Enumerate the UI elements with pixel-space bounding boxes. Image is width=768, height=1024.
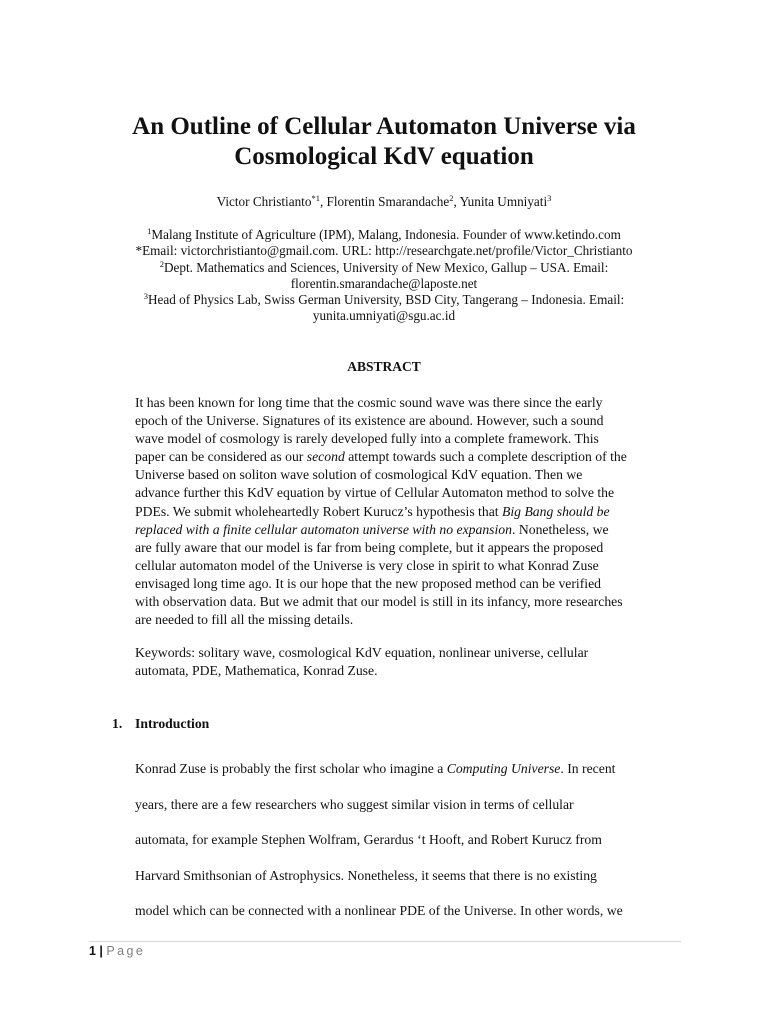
author-mark: *1 — [311, 193, 320, 203]
affiliation-line — [40, 260, 728, 276]
keywords — [135, 644, 588, 680]
author-name: Victor Christianto — [216, 194, 312, 209]
abstract-line: are fully aware that our model is far from being complete, but it appears the proposed — [135, 539, 604, 555]
body-line: model which can be connected with a nonlinear PDE of the Universe. In other words, we — [135, 903, 623, 918]
body-emphasis: Computing Universe — [446, 761, 561, 776]
body-line: Harvard Smithsonian of Astrophysics. Nonetheless, it seems that there is no existing — [135, 867, 597, 883]
paper-title — [60, 112, 708, 172]
abstract-text: paper can be considered as our — [135, 449, 307, 465]
affiliation-mark: 1 — [147, 226, 152, 236]
affiliation-text: Dept. Mathematics and Sciences, University of New Mexico, Gallup – USA. Email: — [164, 259, 609, 275]
section-heading-introduction — [112, 715, 209, 732]
abstract-line — [135, 521, 627, 539]
abstract-body — [135, 394, 627, 629]
page-number: 1 — [89, 944, 96, 958]
section-title: Introduction — [135, 716, 210, 731]
abstract-line: It has been known for long time that the cosmic sound wave was there since the early — [135, 395, 603, 410]
abstract-line: envisaged long time ago. It is our hope that the new proposed method can be verified — [135, 575, 602, 591]
body-line: automata, for example Stephen Wolfram, Gerardus ‘t Hooft, and Robert Kurucz from — [135, 832, 602, 847]
abstract-heading: ABSTRACT — [347, 359, 421, 374]
abstract-text: PDEs. We submit wholeheartedly Robert Kurucz’s hypothesis that — [135, 503, 503, 519]
affiliation-mark: 3 — [143, 291, 149, 302]
affiliation-text: Head of Physics Lab, Swiss German University, BSD City, Tangerang – Indonesia. Email: — [148, 292, 625, 308]
abstract-line: epoch of the Universe. Signatures of its existence are abound. However, such a sound — [135, 413, 604, 429]
body-text: Konrad Zuse is probably the first scholar who imagine a — [135, 761, 447, 776]
abstract-line: with observation data. But we admit that our model is still in its infancy, more researches — [135, 594, 623, 610]
author-separator: , — [453, 194, 460, 209]
affiliation-line — [40, 227, 728, 243]
footer-separator: | — [95, 944, 107, 958]
keywords-line: automata, PDE, Mathematica, Konrad Zuse. — [135, 663, 378, 679]
section-number: 1. — [112, 716, 123, 731]
abstract-line: advance further this KdV equation by virtue of Cellular Automaton method to solve the — [135, 485, 615, 501]
abstract-line — [135, 503, 627, 521]
body-text: . In recent — [560, 761, 616, 776]
abstract-emphasis: second — [306, 449, 345, 465]
affiliation-line: yunita.umniyati@sgu.ac.id — [312, 308, 456, 324]
abstract-text: attempt towards such a complete description of the — [344, 449, 627, 465]
affiliation-text: Malang Institute of Agriculture (IPM), Malang, Indonesia. Founder of www.ketindo.com — [151, 227, 621, 242]
body-line — [135, 751, 623, 787]
footer-divider — [89, 941, 681, 942]
author-mark: 2 — [449, 193, 454, 203]
affiliation-line: *Email: victorchristianto@gmail.com. URL: http://researchgate.net/profile/Victor_Christianto — [135, 243, 633, 259]
author-name: Yunita Umniyati — [459, 194, 548, 209]
title-line-1: An Outline of Cellular Automaton Universe via — [132, 113, 636, 140]
abstract-line: Universe based on soliton wave solution of cosmological KdV equation. Then we — [135, 467, 583, 483]
abstract-line: are needed to fill all the missing details. — [135, 612, 354, 628]
abstract-emphasis: Big Bang should be — [502, 503, 610, 519]
affiliation-line — [40, 292, 728, 308]
introduction-body — [135, 751, 623, 929]
author-separator: , — [319, 194, 327, 209]
abstract-emphasis: replaced with a finite cellular automaton universe with no expansion — [135, 521, 512, 537]
affiliation-line: florentin.smarandache@laposte.net — [290, 275, 478, 291]
keywords-line: Keywords: solitary wave, cosmological KdV equation, nonlinear universe, cellular — [135, 645, 589, 660]
page-footer — [89, 943, 145, 959]
abstract-text: . Nonetheless, we — [512, 521, 609, 537]
abstract-line: cellular automaton model of the Universe is very close in spirit to what Konrad Zuse — [135, 557, 599, 573]
author-list — [40, 193, 728, 210]
page-word: Page — [106, 944, 146, 958]
affiliation-mark: 2 — [159, 258, 164, 269]
author-name: Florentin Smarandache — [326, 194, 450, 209]
body-line: years, there are a few researchers who suggest similar vision in terms of cellular — [135, 796, 574, 812]
title-line-2: Cosmological KdV equation — [234, 143, 534, 170]
author-mark: 3 — [547, 193, 552, 203]
abstract-line: wave model of cosmology is rarely developed fully into a complete framework. This — [135, 431, 599, 447]
affiliations — [40, 227, 728, 325]
abstract-line — [135, 448, 627, 466]
